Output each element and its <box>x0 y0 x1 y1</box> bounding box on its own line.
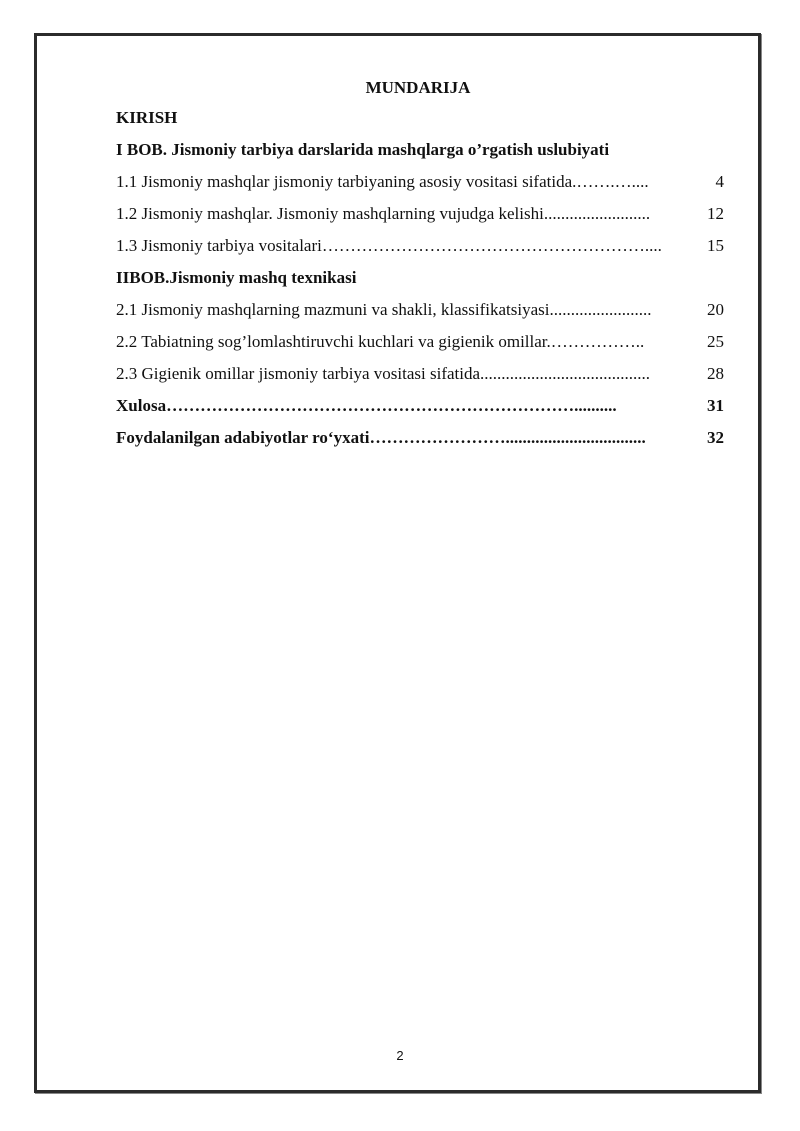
toc-entry-1-1: 1.1 Jismoniy mashqlar jismoniy tarbiyaning asosiy vositasi sifatida. …….….... 4 <box>116 172 724 191</box>
page-number: 2 <box>396 1048 404 1063</box>
toc-title: MUNDARIJA <box>365 78 471 97</box>
toc-entry-2-2: 2.2 Tabiatning sog’lomlashtiruvchi kuchlari va gigienik omillar. …………….. 25 <box>116 332 724 351</box>
toc-entry-references: Foydalanilgan adabiyotlar ro‘yxati ……………………................................. 32 <box>116 428 724 447</box>
intro-heading: KIRISH <box>116 108 178 127</box>
toc-entry-2-3: 2.3 Gigienik omillar jismoniy tarbiya vositasi sifatida ........................................ 28 <box>116 364 724 383</box>
toc-entry-conclusion: Xulosa ……………………………………………………………….......... 31 <box>116 396 724 415</box>
chapter1-heading: I BOB. Jismoniy tarbiya darslarida mashqlarga o’rgatish uslubiyati <box>116 140 610 159</box>
toc-entry-2-1: 2.1 Jismoniy mashqlarning mazmuni va shakli, klassifikatsiyasi ........................ 20 <box>116 300 724 319</box>
toc-entry-1-2: 1.2 Jismoniy mashqlar. Jismoniy mashqlarning vujudga kelishi ......................... 12 <box>116 204 724 223</box>
chapter2-heading: IIBOB.Jismoniy mashq texnikasi <box>116 268 357 287</box>
table-of-contents <box>116 74 724 454</box>
toc-entry-1-3: 1.3 Jismoniy tarbiya vositalari ………………………………………………….... 15 <box>116 236 724 255</box>
